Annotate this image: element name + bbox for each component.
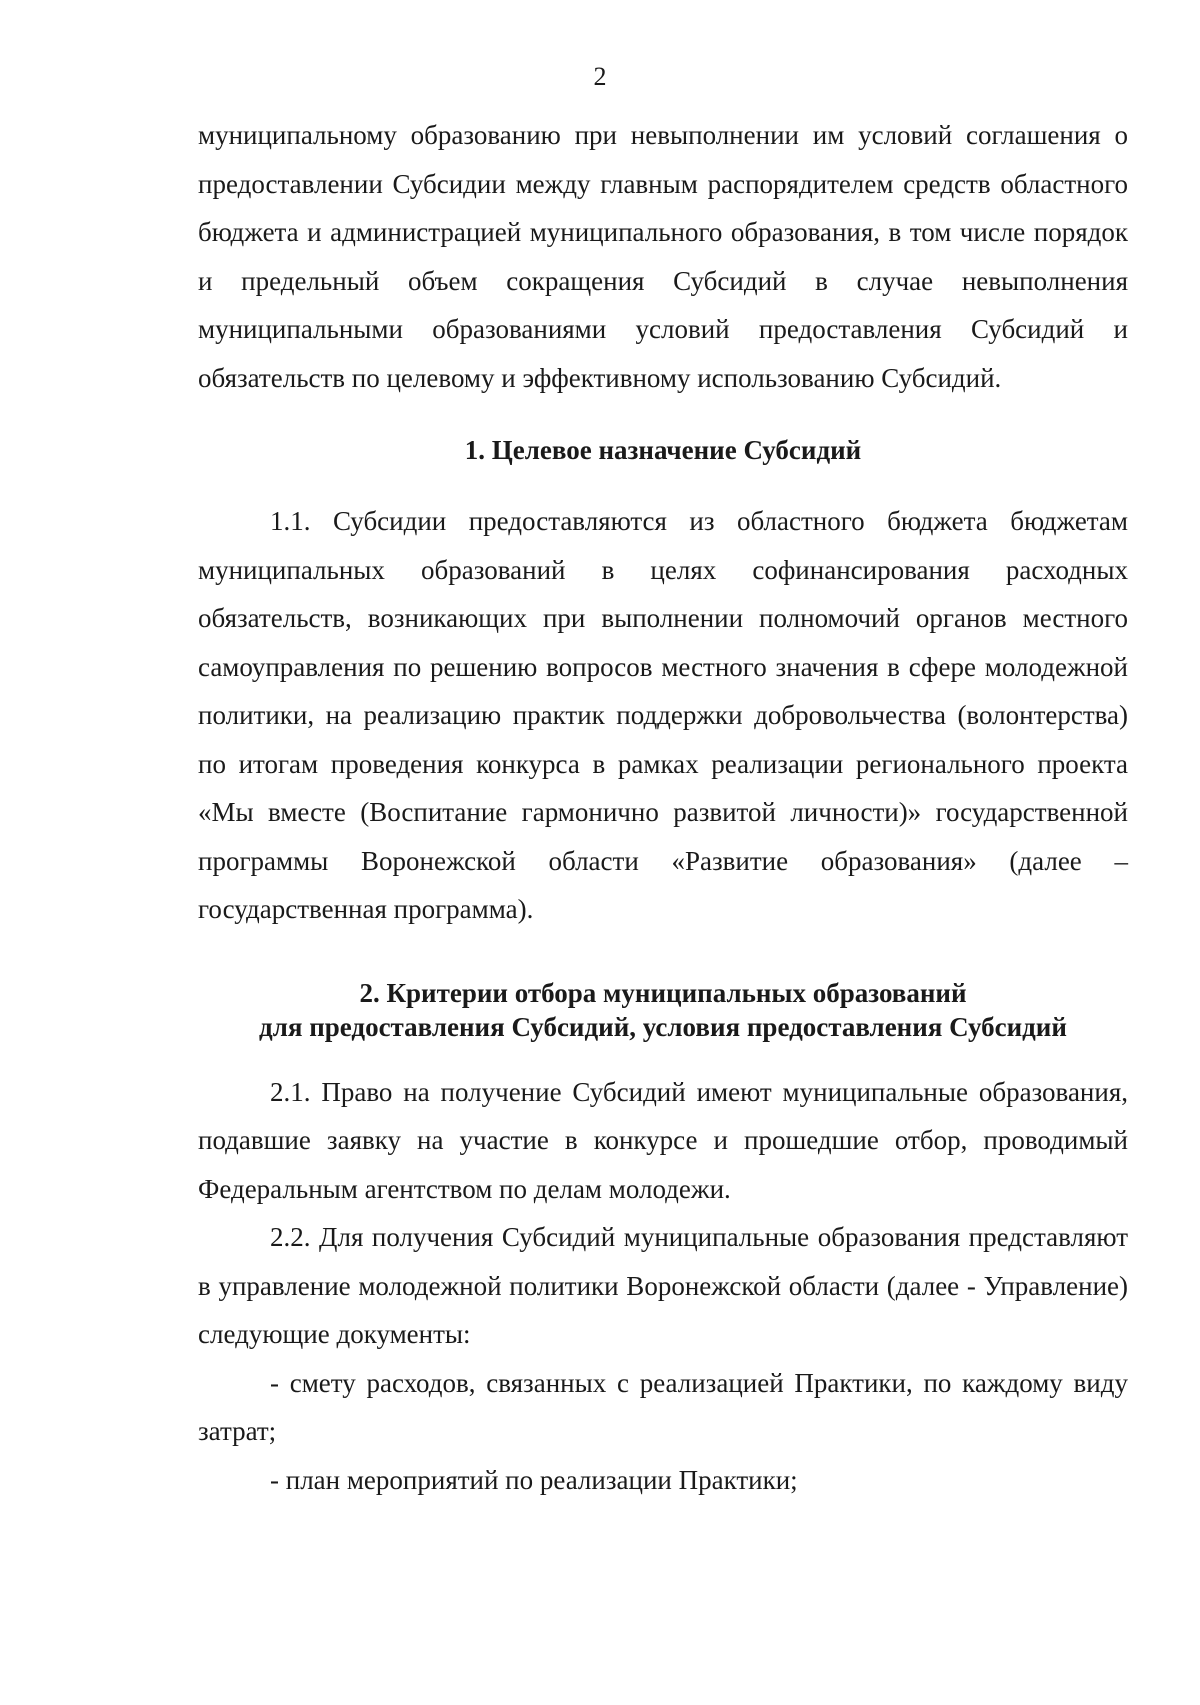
paragraph-2-1: 2.1. Право на получение Субсидий имеют муниципальные образования, подавшие заявку на участие в конкурсе и прошедшие отбор, проводимый Федеральным агентством по делам молодежи.	[198, 1076, 1128, 1204]
section-2-heading-line-1: 2. Критерии отбора муниципальных образований	[359, 977, 967, 1008]
section-2-heading-line-2: для предоставления Субсидий, условия предоставления Субсидий	[259, 1011, 1067, 1042]
section-2-heading	[198, 976, 1128, 1044]
section-1-heading: 1. Целевое назначение Субсидий	[464, 435, 862, 465]
list-item-plan: - план мероприятий по реализации Практики;	[270, 1464, 798, 1495]
list-item-estimate: - смету расходов, связанных с реализацией Практики, по каждому виду затрат;	[198, 1367, 1128, 1446]
page-number: 2	[593, 62, 607, 91]
paragraph-2-2: 2.2. Для получения Субсидий муниципальные образования представляют в управление молодежной политики Воронежской области (далее - Управление) следующие документы:	[198, 1222, 1128, 1349]
document-body	[198, 111, 1128, 1504]
paragraph-1-1: 1.1. Субсидии предоставляются из областного бюджета бюджетам муниципальных образований в целях софинансирования расходных обязательств, возникающих при выполнении полномочий органов местного самоуправления по решению вопросов местного значения в сфере молодежной политики, на реализацию практик поддержки добровольчества (волонтерства) по итогам проведения конкурса в рамках реализации регионального проекта «Мы вместе (Воспитание гармонично развитой личности)» государственной программы Воронежской области «Развитие образования» (далее – государственная программа).	[198, 506, 1128, 924]
intro-paragraph: муниципальному образованию при невыполнении им условий соглашения о предоставлении Субсидии между главным распорядителем средств областного бюджета и администрацией муниципального образования, в том числе порядок и предельный объем сокращения Субсидий в случае невыполнения муниципальными образованиями условий предоставления Субсидий и обязательств по целевому и эффективному использованию Субсидий.	[198, 120, 1128, 393]
